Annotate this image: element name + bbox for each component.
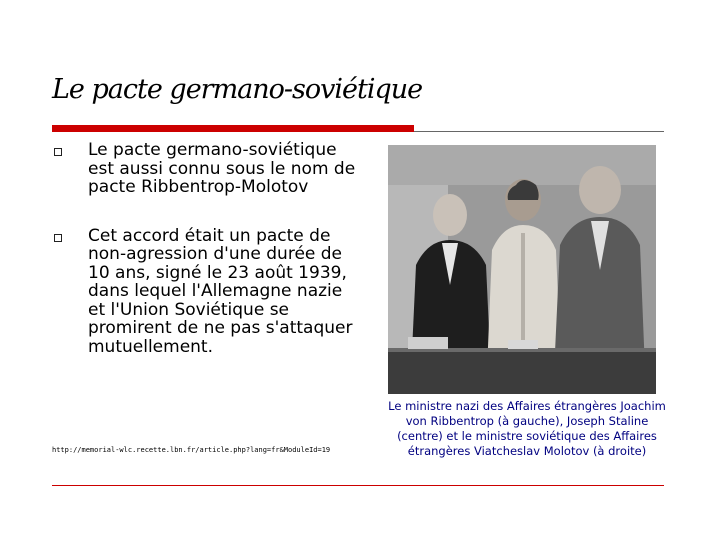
slide-title: Le pacte germano-soviétique [52,74,423,105]
square-bullet-icon [54,234,62,242]
photo-illustration [388,145,656,394]
source-link[interactable]: http://memorial-wlc.recette.lbn.fr/article.php?lang=fr&ModuleId=19 [52,446,331,454]
historical-photo [388,145,656,394]
bullet-text: Cet accord était un pacte de non-agression d'une durée de 10 ans, signé le 23 août 1939, dans lequel l'Allemagne nazie et l'Union Soviétique se promirent de ne pas s'attaquer mutuellement. [88,225,353,357]
photo-caption: Le ministre nazi des Affaires étrangères Joachim von Ribbentrop (à gauche), Joseph Staline (centre) et le ministre soviétique des Affaires étrangères Viatcheslav Molotov (à droite) [388,399,666,458]
bullet-item [52,227,357,357]
bullet-text: Le pacte germano-soviétique est aussi connu sous le nom de pacte Ribbentrop-Molotov [88,140,356,197]
square-bullet-icon [54,148,62,156]
title-accent-bar [52,125,414,132]
bullet-list [52,141,357,356]
bullet-item [52,141,357,197]
footer-rule [52,485,664,486]
